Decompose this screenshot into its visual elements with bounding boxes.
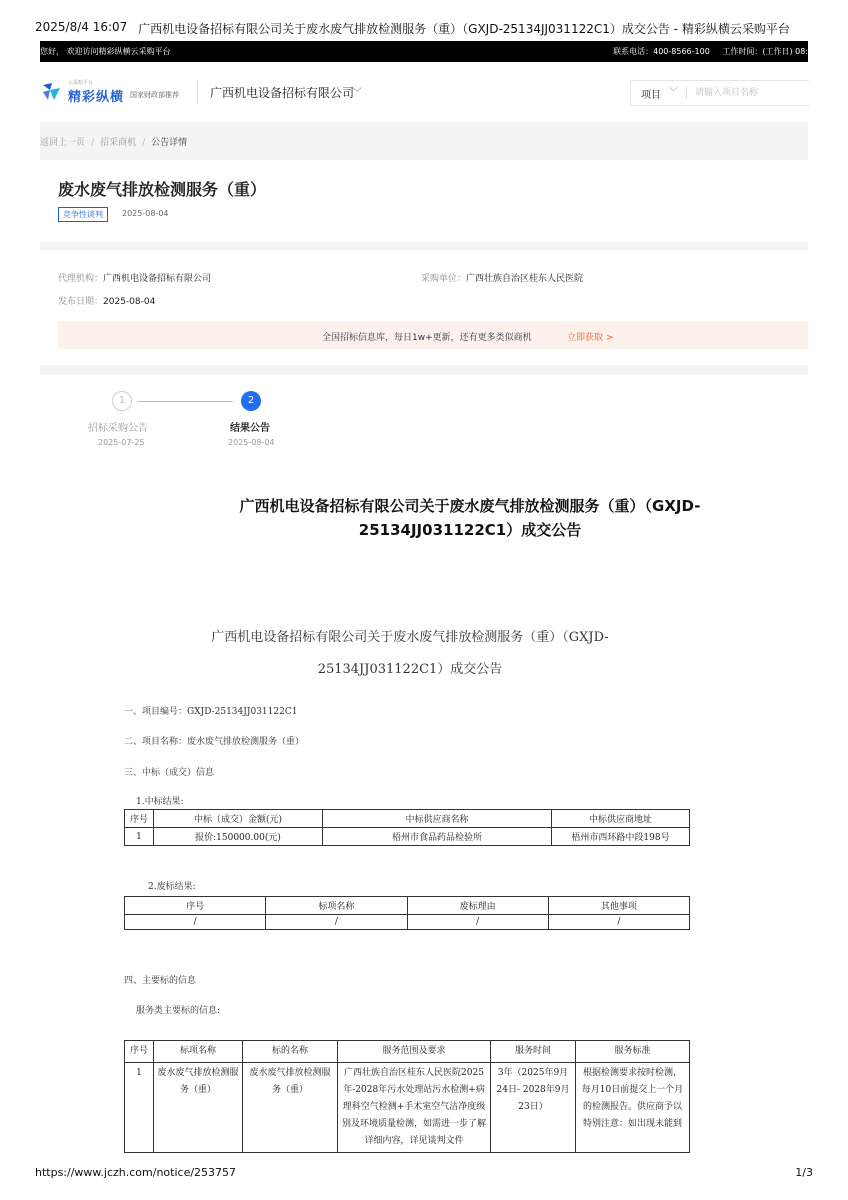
type-badge: 竞争性谈判 [58,207,108,222]
table-header-cell: 序号 [125,810,154,828]
table-cell: 梧州市食品药品检验所 [323,828,552,846]
table-header-cell: 服务标准 [576,1041,690,1063]
breadcrumb-merchants[interactable]: 招采商机 [100,138,137,148]
service-items-table [124,1040,690,1153]
document-title-line1: 广西机电设备招标有限公司关于废水废气排放检测服务（重）（GXJD- [211,630,609,645]
welcome-text: 您好， 欢迎访问精彩纵横云采购平台 [40,47,171,56]
table-header-cell: 服务范围及要求 [338,1041,491,1063]
win-result-heading: 1.中标结果: [136,797,184,807]
logo-text[interactable]: 精彩纵横 [68,90,125,105]
win-info-heading: 三、中标（成交）信息 [124,768,215,778]
table-cell: / [407,915,548,930]
project-number: 一、项目编号：GXJD-25134JJ031122C1 [124,707,298,717]
table-header-cell: 中标（成交）金额(元) [154,810,323,828]
table-header-cell: 序号 [125,897,266,915]
purchaser-label: 采购单位： [421,274,467,284]
chevron-down-icon[interactable]: ﹀ [669,88,679,98]
search-type-select[interactable]: 项目 [641,90,661,101]
step-1-date: 2025-07-25 [98,438,145,447]
table-header-cell: 中标供应商名称 [323,810,552,828]
table-header-cell: 标的名称 [243,1041,338,1063]
org-selector-label[interactable]: 广西机电设备招标有限公司 [210,86,355,100]
breadcrumb-back[interactable]: 返回上一页 [40,138,86,148]
agent-value: 广西机电设备招标有限公司 [103,274,212,284]
table-header-cell: 废标理由 [407,897,548,915]
table-header-cell: 中标供应商地址 [552,810,690,828]
table-header-cell: 服务时间 [491,1041,576,1063]
table-row [125,1063,690,1153]
step-2-date: 2025-08-04 [228,438,275,447]
table-cell: 广西壮族自治区桂东人民医院2025年-2028年污水处理站污水检测+病理科空气检测+手术室空气洁净度级别及环境质量检测，如需进一步了解详细内容，详见谈判文件 [338,1063,491,1153]
table-cell: / [266,915,407,930]
table-cell: 报价:150000.00(元) [154,828,323,846]
table-cell: 1 [125,828,154,846]
publish-value: 2025-08-04 [103,297,156,307]
table-header-row [125,1041,690,1063]
logo-tagline: 云采购平台 [68,80,94,86]
work-hours: 工作时间：(工作日) 08: [722,47,808,56]
chevron-down-icon[interactable]: ﹀ [352,88,362,99]
print-url: https://www.jczh.com/notice/253757 [35,1166,237,1179]
breadcrumb-current: 公告详情 [151,138,188,148]
table-cell: / [548,915,689,930]
publish-label: 发布日期： [58,297,104,307]
breadcrumb-separator: / [142,138,146,148]
service-items-heading: 服务类主要标的信息: [136,1006,221,1016]
print-datetime: 2025/8/4 16:07 [35,20,128,34]
table-header-cell: 其他事项 [548,897,689,915]
main-items-heading: 四、主要标的信息 [124,976,197,986]
page-title: 废水废气排放检测服务（重） [58,180,267,199]
print-page-number: 1/3 [795,1166,813,1179]
table-header-cell: 标项名称 [154,1041,243,1063]
contact-phone: 联系电话：400-8566-100 [613,47,710,56]
table-cell: 根据检测要求按时检测，每月10日前提交上一个月的检测报告。供应商予以特别注意：如出现未能到 [576,1063,690,1153]
table-cell: 废水废气排放检测服务（重） [243,1063,338,1153]
table-cell: 废水废气排放检测服务（重） [154,1063,243,1153]
purchaser-value: 广西壮族自治区桂东人民医院 [466,274,584,284]
table-cell: 3年（2025年9月24日- 2028年9月23日） [491,1063,576,1153]
table-header-cell: 标项名称 [266,897,407,915]
project-name: 二、项目名称：废水废气排放检测服务（重） [124,737,305,747]
print-title: 广西机电设备招标有限公司关于废水废气排放检测服务（重）（GXJD-25134JJ031122C1）成交公告 - 精彩纵横云采购平台 [138,22,790,36]
table-cell: 梧州市西环路中段198号 [552,828,690,846]
table-header-cell: 序号 [125,1041,154,1063]
step-2-title[interactable]: 结果公告 [230,423,270,434]
breadcrumb-separator: / [91,138,95,148]
logo-subtitle: 国家财政部推荐 [130,91,179,99]
step-2-circle[interactable]: 2 [241,391,261,411]
void-result-heading: 2.废标结果: [148,882,196,892]
table-cell: / [125,915,266,930]
agent-label: 代理机构： [58,274,104,284]
promo-link[interactable]: 立即获取 > [567,333,614,343]
announcement-heading-line2: 25134JJ031122C1）成交公告 [358,521,582,539]
table-cell: 1 [125,1063,154,1153]
step-1-circle[interactable]: 1 [112,391,132,411]
print-footer [35,1166,813,1182]
publish-date: 2025-08-04 [122,209,169,218]
step-1-title[interactable]: 招标采购公告 [88,423,148,434]
document-title-line2: 25134JJ031122C1）成交公告 [317,662,503,677]
promo-text: 全国招标信息库，每日1w+更新，还有更多类似商机 [322,333,532,343]
announcement-heading-line1: 广西机电设备招标有限公司关于废水废气排放检测服务（重）（GXJD- [239,497,701,515]
